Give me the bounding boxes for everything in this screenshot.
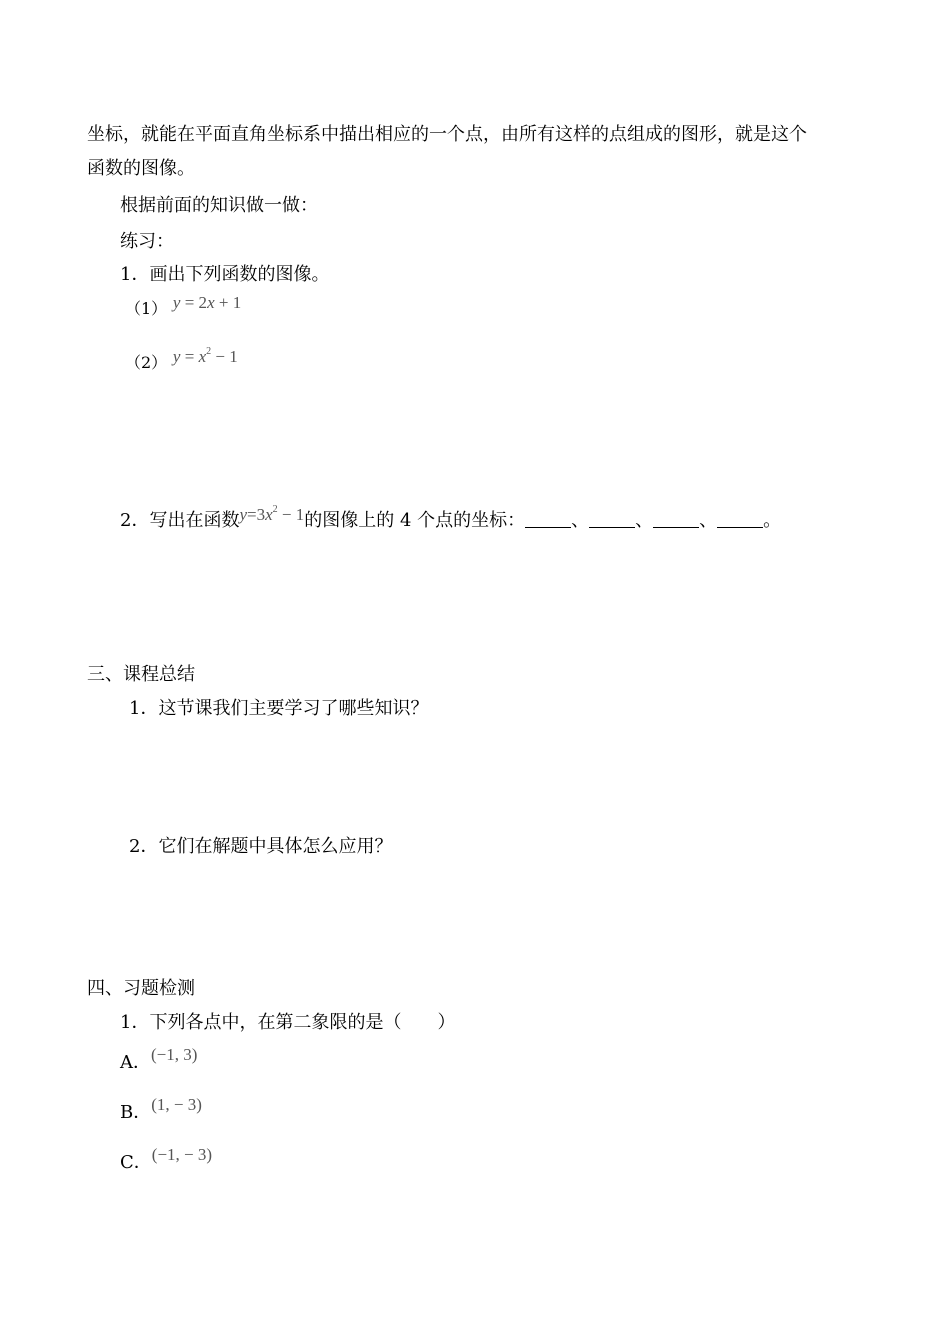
option-c[interactable] [120,1145,213,1176]
option-label: A． [120,1052,151,1073]
summary-question-1: 1．这节课我们主要学习了哪些知识？ [129,698,429,719]
question-text: 画出下列函数的图像。 [149,264,330,285]
question-prefix: 写出在函数 [149,510,240,531]
question-number: 2． [120,510,150,531]
exercise-question-1: 1．下列各点中，在第二象限的是（ ） [120,1012,456,1033]
item-label: （2） [125,353,168,372]
answer-blank-4[interactable] [717,509,763,528]
answer-blank-2[interactable] [589,509,635,528]
practice-question-2 [120,504,782,534]
option-b[interactable] [120,1095,202,1126]
summary-question-2: 2．它们在解题中具体怎么应用？ [129,836,393,857]
intro-line-2: 函数的图像。 [87,158,195,179]
formula: y = 2x + 1 [172,293,242,312]
intro-line-1: 坐标，就能在平面直角坐标系中描出相应的一个点，由所有这样的点组成的图形，就是这个 [87,124,807,145]
summary-heading: 三、课程总结 [87,664,195,685]
practice-question-1 [120,262,329,288]
practice-heading: 练习： [120,231,174,252]
item-label: （1） [125,299,168,318]
answer-blank-1[interactable] [525,509,571,528]
formula: $y=3x^2 - 1$ [239,504,305,524]
period: 。 [763,510,782,531]
separator: 、 [699,510,718,531]
intro-line-3: 根据前面的知识做一做： [120,195,318,216]
option-value: (−1, 3) [151,1045,198,1064]
formula: $y = x^2 - 1$ [172,346,238,366]
question-number: 1． [120,264,150,285]
answer-blank-3[interactable] [653,509,699,528]
separator: 、 [571,510,590,531]
option-value: (1, − 3) [151,1095,202,1114]
exercise-heading: 四、习题检测 [87,978,195,999]
option-label: B． [120,1102,152,1123]
function-item-2 [125,346,238,376]
option-a[interactable] [120,1045,198,1076]
function-item-1 [125,293,242,322]
option-value: (−1, − 3) [151,1145,213,1164]
question-suffix: 的图像上的 4 个点的坐标： [304,510,526,531]
separator: 、 [635,510,654,531]
option-label: C． [120,1152,152,1173]
